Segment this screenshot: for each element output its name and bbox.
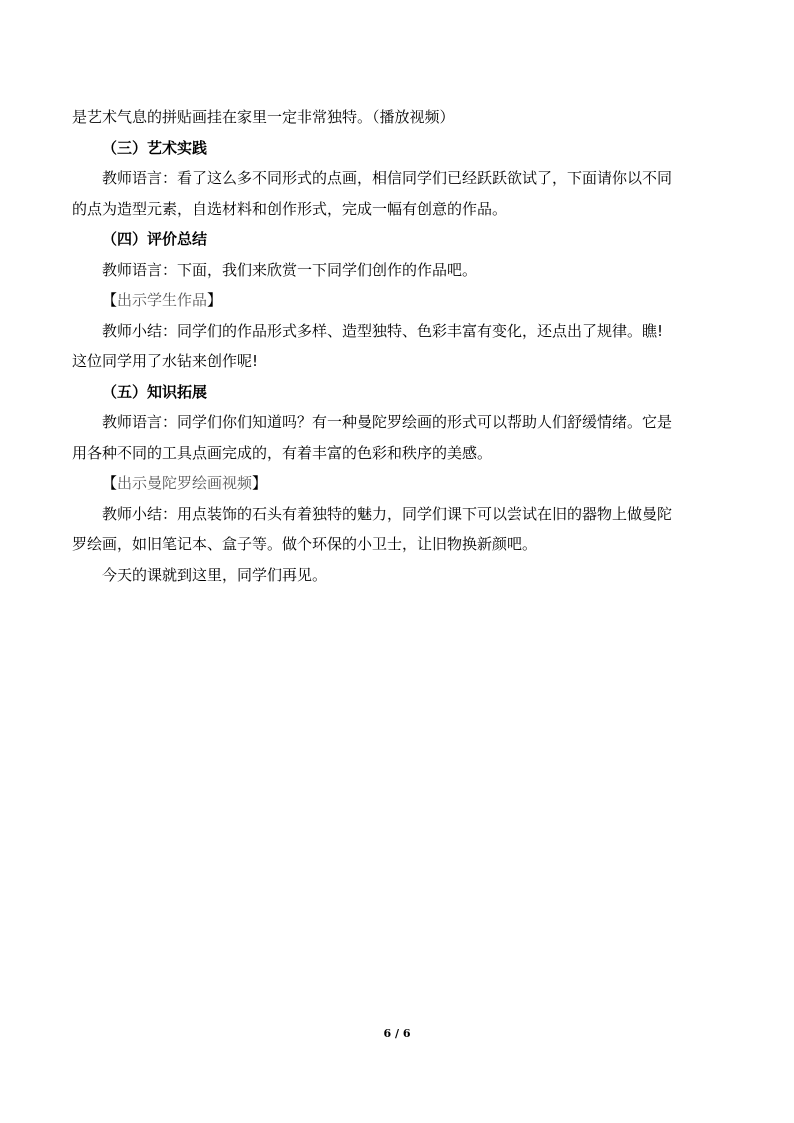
closing-line: 今天的课就到这里，同学们再见。 [102, 565, 328, 584]
stage-note-label: 出示学生作品 [117, 291, 208, 309]
section-heading-evaluation-summary: （四）评价总结 [102, 230, 208, 248]
section-heading-knowledge-extension: （五）知识拓展 [102, 382, 208, 401]
paragraph-line: 罗绘画，如旧笔记本、盒子等。做个环保的小卫士，让旧物换新颜吧。 [72, 535, 538, 553]
paragraph-continuation: 是艺术气息的拼贴画挂在家里一定非常独特。（播放视频） [72, 108, 455, 126]
paragraph-line: 教师小结：用点装饰的石头有着独特的魅力，同学们课下可以尝试在旧的器物上做曼陀 [102, 504, 673, 523]
bracket-open: 【 [102, 474, 118, 492]
paragraph-line: 教师语言：下面，我们来欣赏一下同学们创作的作品吧。 [102, 260, 478, 279]
bracket-open: 【 [102, 291, 118, 309]
paragraph-line: 教师语言：同学们你们知道吗？有一种曼陀罗绘画的形式可以帮助人们舒缓情绪。它是 [102, 413, 673, 431]
page-number: 6 / 6 [383, 1027, 411, 1040]
bracket-close: 】 [252, 474, 268, 492]
section-heading-art-practice: （三）艺术实践 [102, 138, 208, 157]
bracket-close: 】 [207, 291, 223, 309]
stage-note-label: 出示曼陀罗绘画视频 [117, 474, 253, 492]
stage-note-student-works [72, 285, 724, 316]
paragraph-line: 这位同学用了水钻来创作呢! [72, 352, 259, 370]
paragraph-line: 的点为造型元素，自选材料和创作形式，完成一幅有创意的作品。 [72, 199, 508, 218]
paragraph-line: 用各种不同的工具点画完成的，有着丰富的色彩和秩序的美感。 [72, 443, 493, 462]
stage-note-mandala-video [72, 468, 724, 499]
document-body [72, 102, 724, 590]
paragraph-line: 教师小结：同学们的作品形式多样、造型独特、色彩丰富有变化，还点出了规律。瞧! [102, 321, 664, 340]
paragraph-line: 教师语言：看了这么多不同形式的点画，相信同学们已经跃跃欲试了，下面请你以不同 [102, 169, 673, 187]
